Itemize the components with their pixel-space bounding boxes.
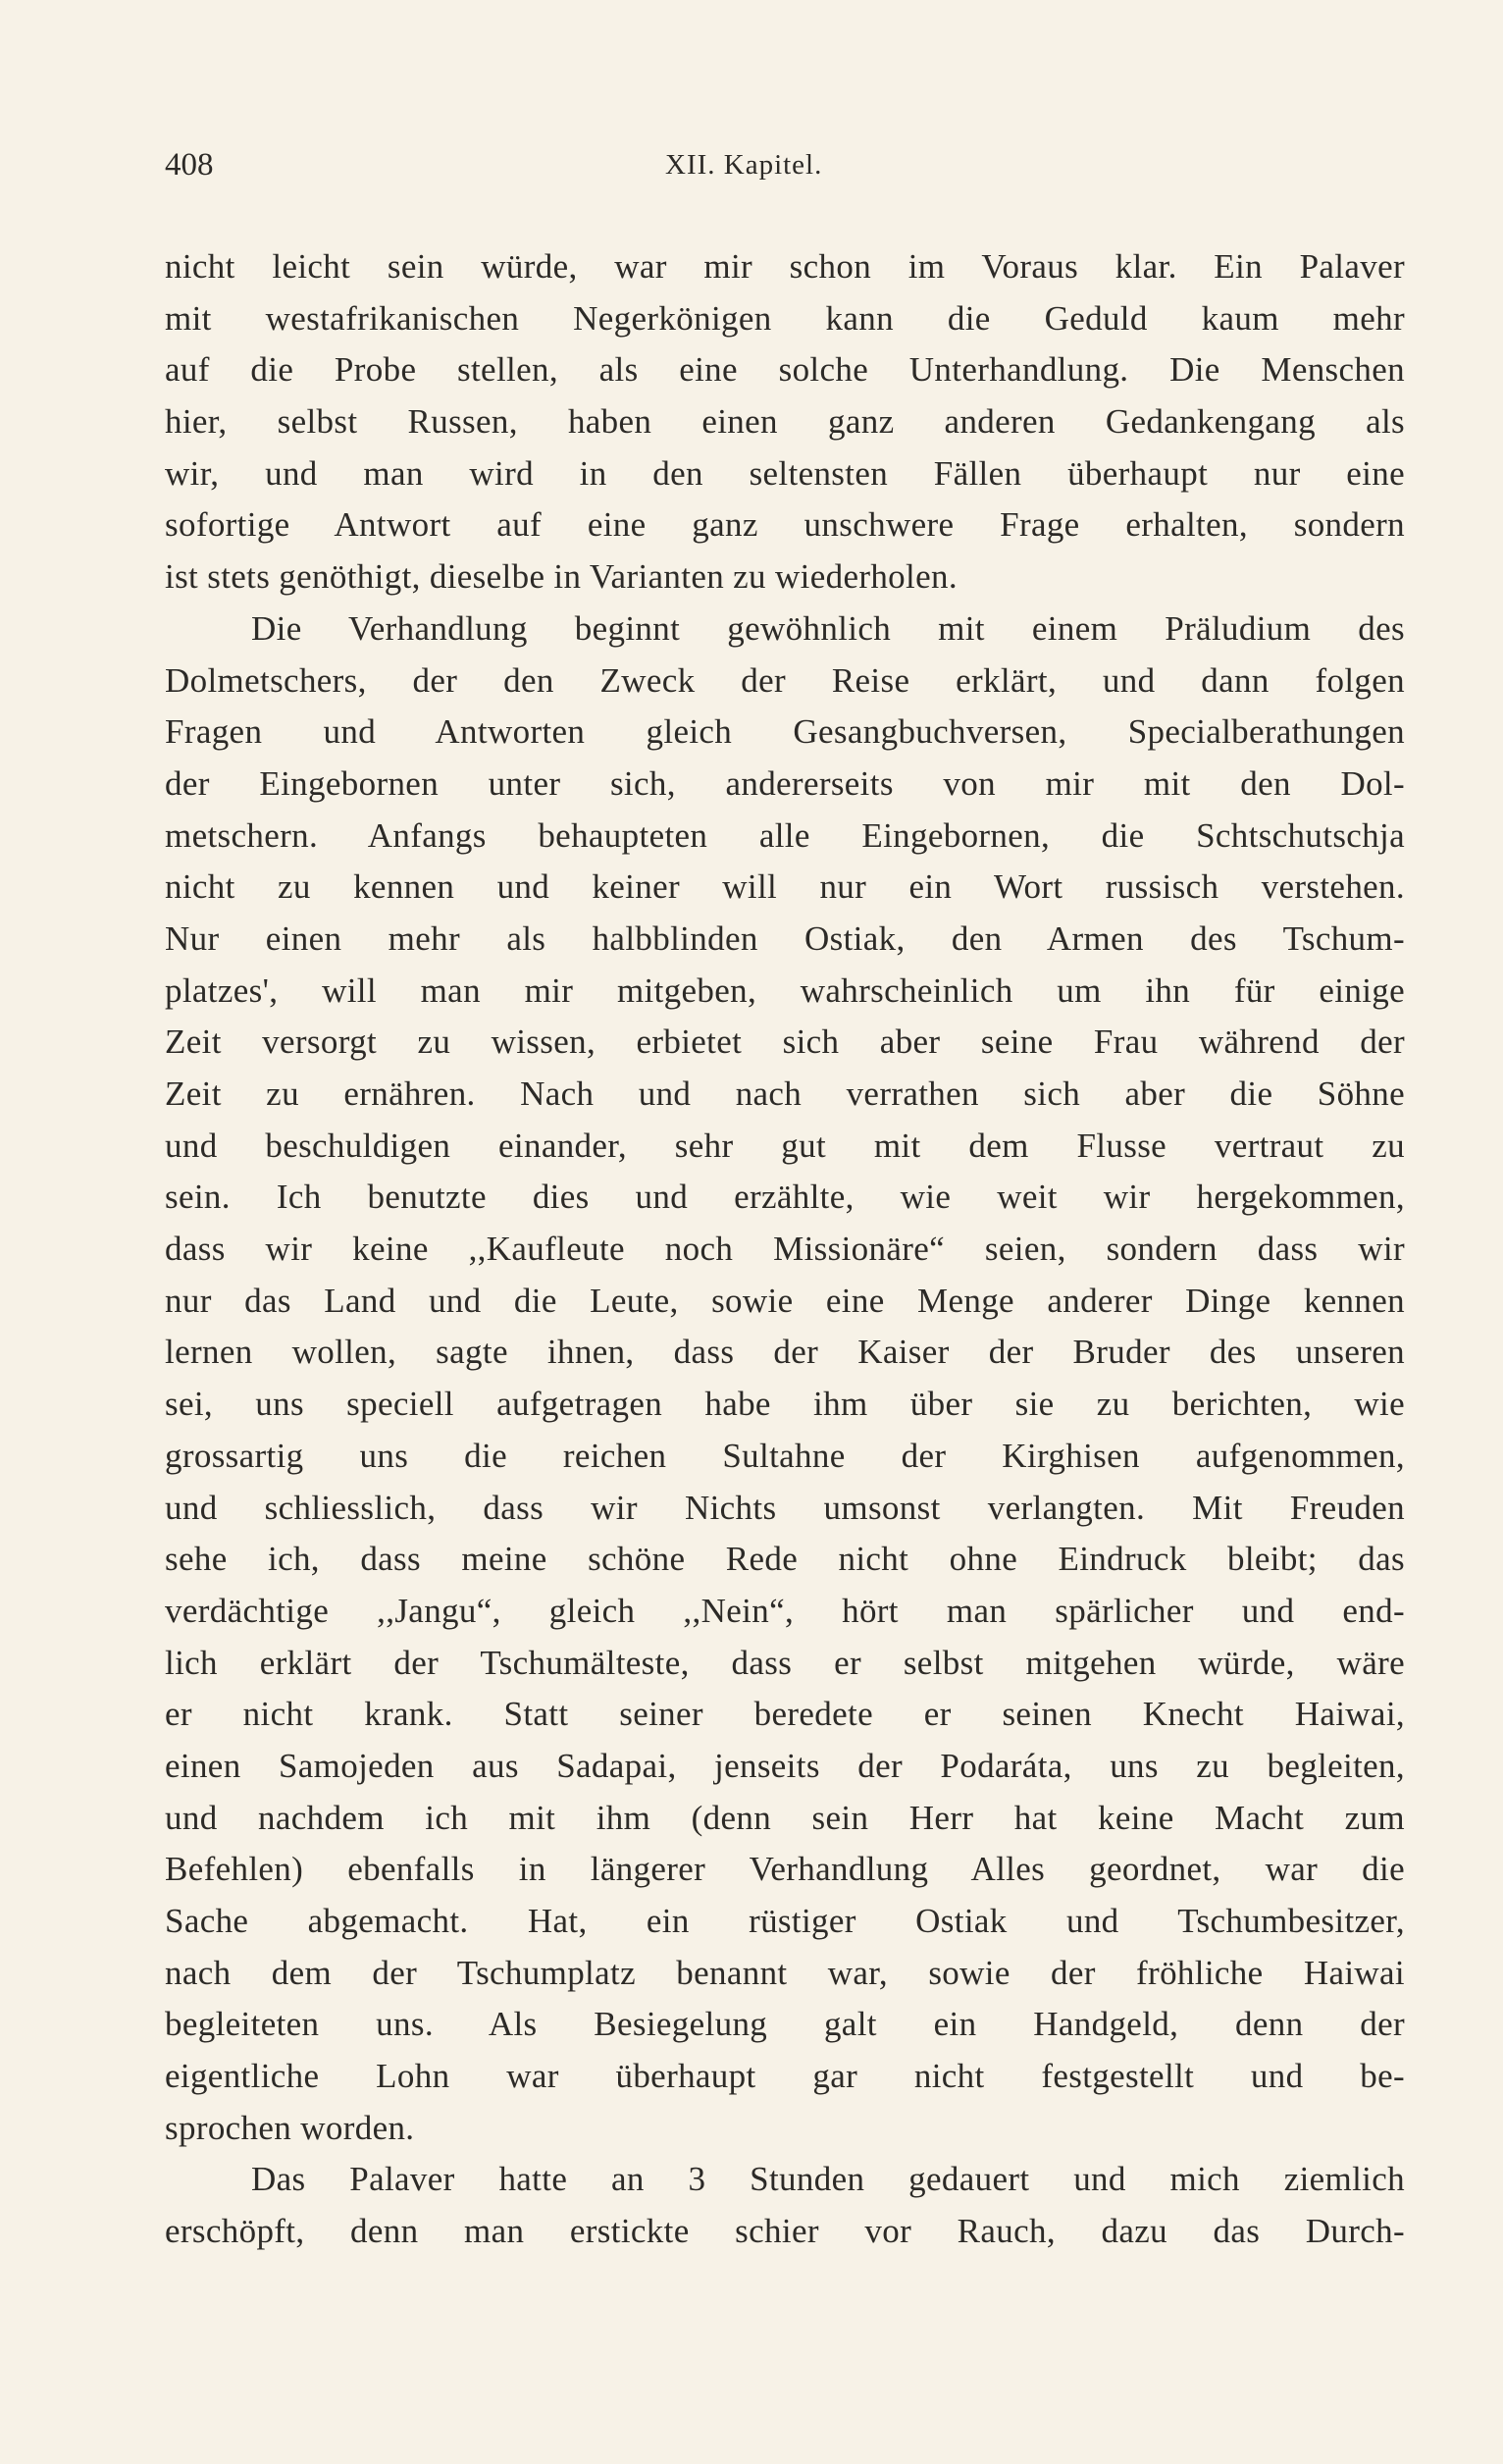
- text-line: hier, selbst Russen, haben einen ganz anderen Gedankengang als: [165, 402, 1405, 442]
- text-line: Zeit zu ernähren. Nach und nach verrathen sich aber die Söhne: [165, 1075, 1405, 1113]
- text-line: platzes', will man mir mitgeben, wahrscheinlich um ihn für einige: [165, 970, 1405, 1010]
- text-line: wir, und man wird in den seltensten Fällen überhaupt nur eine: [165, 453, 1405, 493]
- text-line: und beschuldigen einander, sehr gut mit dem Flusse vertraut zu: [165, 1126, 1405, 1165]
- text-line: ist stets genöthigt, dieselbe in Varianten zu wiederholen.: [165, 557, 958, 597]
- text-line: dass wir keine ,,Kaufleute noch Missionäre“ seien, sondern dass wir: [165, 1230, 1405, 1269]
- text-line: er nicht krank. Statt seiner beredete er seinen Knecht Haiwai,: [165, 1695, 1405, 1734]
- text-line: lernen wollen, sagte ihnen, dass der Kaiser der Bruder des unseren: [165, 1333, 1405, 1372]
- text-line: und nachdem ich mit ihm (denn sein Herr hat keine Macht zum: [165, 1798, 1405, 1837]
- text-line: Fragen und Antworten gleich Gesangbuchversen, Specialberathungen: [165, 712, 1405, 752]
- paragraph-start-line: Das Palaver hatte an 3 Stunden gedauert und mich ziemlich: [251, 2160, 1405, 2199]
- text-line: der Eingebornen unter sich, andererseits von mir mit den Dol-: [165, 763, 1405, 803]
- text-line: sein. Ich benutzte dies und erzählte, wie weit wir hergekommen,: [165, 1178, 1405, 1217]
- text-line: begleiteten uns. Als Besiegelung galt ein Handgeld, denn der: [165, 2005, 1405, 2044]
- text-line: grossartig uns die reichen Sultahne der Kirghisen aufgenommen,: [165, 1436, 1405, 1475]
- text-line: auf die Probe stellen, als eine solche Unterhandlung. Die Menschen: [165, 350, 1405, 390]
- text-line: und schliesslich, dass wir Nichts umsonst verlangten. Mit Freuden: [165, 1488, 1405, 1527]
- text-line: Befehlen) ebenfalls in längerer Verhandlung Alles geordnet, war die: [165, 1850, 1405, 1889]
- text-line: sei, uns speciell aufgetragen habe ihm über sie zu berichten, wie: [165, 1385, 1405, 1424]
- text-line: nicht leicht sein würde, war mir schon im Voraus klar. Ein Palaver: [165, 247, 1405, 286]
- text-line: erschöpft, denn man erstickte schier vor Rauch, dazu das Durch-: [165, 2212, 1405, 2251]
- text-line: nach dem der Tschumplatz benannt war, sowie der fröhliche Haiwai: [165, 1953, 1405, 1992]
- text-line: einen Samojeden aus Sadapai, jenseits der Podaráta, uns zu begleiten,: [165, 1746, 1405, 1785]
- text-line: sprochen worden.: [165, 2108, 415, 2147]
- text-line: Dolmetschers, der den Zweck der Reise erklärt, und dann folgen: [165, 660, 1405, 700]
- text-line: sofortige Antwort auf eine ganz unschwere Frage erhalten, sondern: [165, 505, 1405, 545]
- text-line: eigentliche Lohn war überhaupt gar nicht festgestellt und be-: [165, 2057, 1405, 2096]
- page-number: 408: [165, 147, 214, 183]
- text-line: verdächtige ,,Jangu“, gleich ,,Nein“, hört man spärlicher und end-: [165, 1591, 1405, 1630]
- body-text: [165, 241, 1405, 2258]
- text-line: Nur einen mehr als halbblinden Ostiak, den Armen des Tschum-: [165, 918, 1405, 958]
- text-line: mit westafrikanischen Negerkönigen kann die Geduld kaum mehr: [165, 298, 1405, 338]
- text-line: nicht zu kennen und keiner will nur ein Wort russisch verstehen.: [165, 867, 1405, 907]
- text-line: nur das Land und die Leute, sowie eine Menge anderer Dinge kennen: [165, 1281, 1405, 1320]
- text-line: lich erklärt der Tschumälteste, dass er selbst mitgehen würde, wäre: [165, 1643, 1405, 1682]
- running-head: XII. Kapitel.: [665, 149, 823, 181]
- text-line: sehe ich, dass meine schöne Rede nicht ohne Eindruck bleibt; das: [165, 1540, 1405, 1579]
- text-line: metschern. Anfangs behaupteten alle Eingebornen, die Schtschutschja: [165, 815, 1405, 855]
- page-header: [165, 147, 1405, 196]
- text-line: Zeit versorgt zu wissen, erbietet sich aber seine Frau während der: [165, 1022, 1405, 1062]
- text-line: Sache abgemacht. Hat, ein rüstiger Ostiak und Tschumbesitzer,: [165, 1902, 1405, 1940]
- paragraph-start-line: Die Verhandlung beginnt gewöhnlich mit einem Präludium des: [251, 608, 1405, 648]
